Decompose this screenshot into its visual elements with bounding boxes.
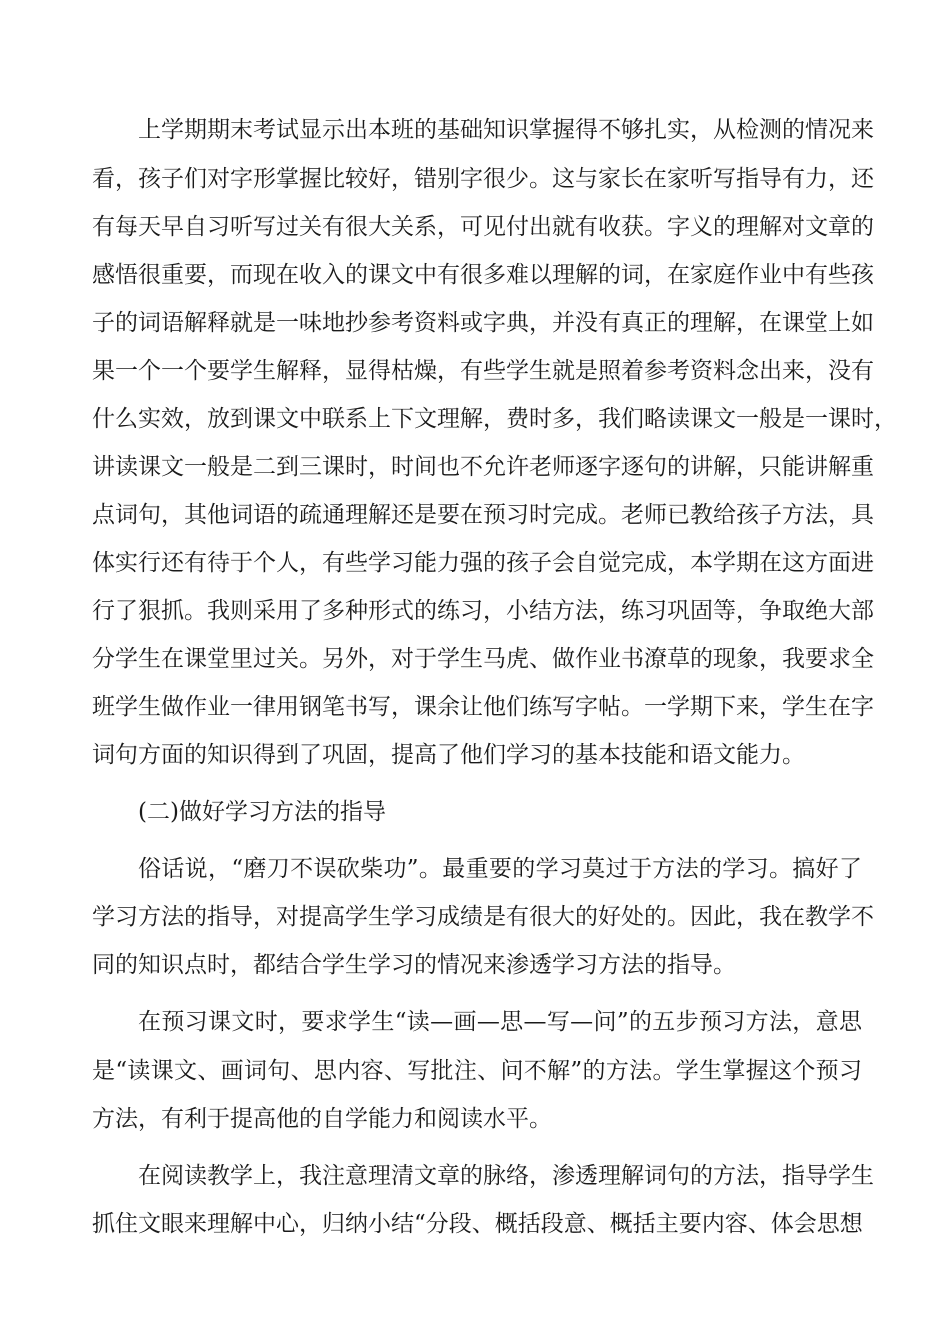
paragraph-3-line-1: 在预习课文时，要求学生“读—画—思—写—问”的五步预习方法，意思 [138, 1009, 862, 1035]
paragraph-1-line-8: 讲读课文一般是二到三课时，时间也不允许老师逐字逐句的讲解，只能讲解重 [92, 454, 874, 480]
paragraph-1-line-7: 什么实效，放到课文中联系上下文理解，费时多，我们略读课文一般是一课时， [92, 406, 897, 432]
paragraph-4-line-2: 抓住文眼来理解中心，归纳小结“分段、概括段意、概括主要内容、体会思想 [92, 1211, 863, 1237]
paragraph-1-line-9: 点词句，其他词语的疏通理解还是要在预习时完成。老师已教给孩子方法，具 [92, 502, 874, 528]
paragraph-1-line-11: 行了狠抓。我则采用了多种形式的练习，小结方法，练习巩固等，争取绝大部 [92, 598, 874, 624]
paragraph-1-line-13: 班学生做作业一律用钢笔书写，课余让他们练写字帖。一学期下来，学生在字 [92, 694, 874, 720]
section-heading: (二)做好学习方法的指导 [138, 799, 386, 825]
paragraph-3-line-3: 方法，有利于提高他的自学能力和阅读水平。 [92, 1106, 552, 1132]
paragraph-1-line-14: 词句方面的知识得到了巩固，提高了他们学习的基本技能和语文能力。 [92, 742, 805, 768]
paragraph-1-line-4: 感悟很重要，而现在收入的课文中有很多难以理解的词，在家庭作业中有些孩 [92, 262, 874, 288]
paragraph-1-line-3: 有每天早自习听写过关有很大关系，可见付出就有收获。字义的理解对文章的 [92, 214, 874, 240]
paragraph-4-line-1: 在阅读教学上，我注意理清文章的脉络，渗透理解词句的方法，指导学生 [138, 1163, 874, 1189]
paragraph-3-line-2: 是“读课文、画词句、思内容、写批注、问不解”的方法。学生掌握这个预习 [92, 1058, 862, 1084]
paragraph-1-line-10: 体实行还有待于个人，有些学习能力强的孩子会自觉完成，本学期在这方面进 [92, 550, 874, 576]
paragraph-1-line-1: 上学期期末考试显示出本班的基础知识掌握得不够扎实，从检测的情况来 [138, 117, 874, 143]
paragraph-2-line-2: 学习方法的指导，对提高学生学习成绩是有很大的好处的。因此，我在教学不 [92, 904, 874, 930]
paragraph-1-line-5: 子的词语解释就是一味地抄参考资料或字典，并没有真正的理解，在课堂上如 [92, 310, 874, 336]
paragraph-1-line-12: 分学生在课堂里过关。另外，对于学生马虎、做作业书潦草的现象，我要求全 [92, 646, 874, 672]
paragraph-2-line-3: 同的知识点时，都结合学生学习的情况来渗透学习方法的指导。 [92, 952, 736, 978]
paragraph-1-line-6: 果一个一个要学生解释，显得枯燥，有些学生就是照着参考资料念出来，没有 [92, 358, 874, 384]
paragraph-1-line-2: 看，孩子们对字形掌握比较好，错别字很少。这与家长在家听写指导有力，还 [92, 166, 874, 192]
paragraph-2-line-1: 俗话说，“磨刀不误砍柴功”。最重要的学习莫过于方法的学习。搞好了 [138, 856, 862, 882]
